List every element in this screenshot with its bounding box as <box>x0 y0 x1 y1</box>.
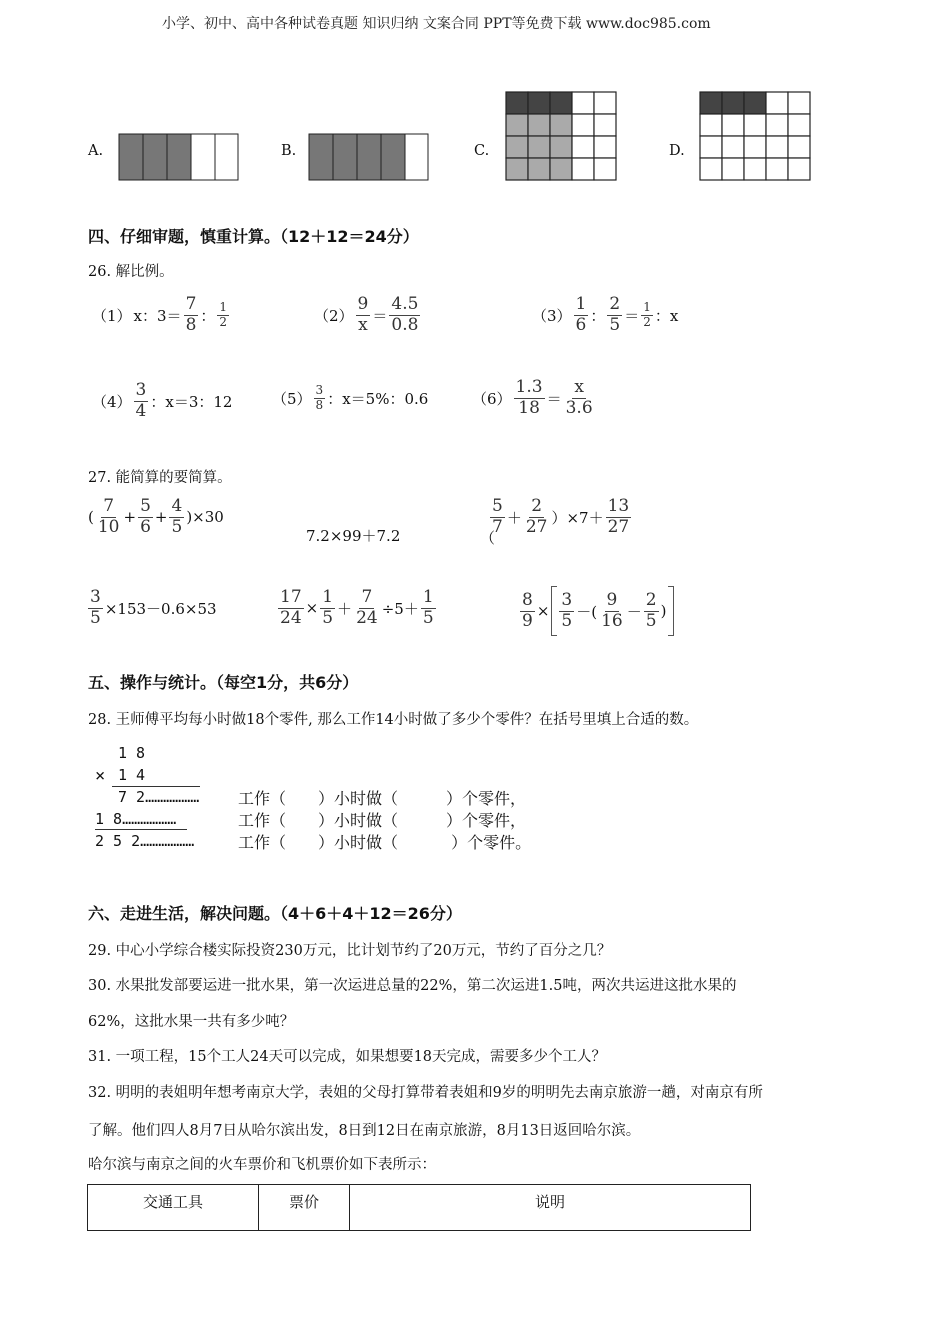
plus: + <box>154 508 168 527</box>
mult-line <box>95 829 187 830</box>
q28-blank-1[interactable]: 工作（ ）小时做（ ）个零件， <box>238 789 527 808</box>
q27-e1-close: )×30 <box>186 508 224 527</box>
table-header-cell: 票价 <box>259 1185 350 1231</box>
right-bracket <box>668 586 674 636</box>
section-4-title: 四、仔细审题，慎重计算。（12＋12＝24分） <box>88 227 419 246</box>
fraction: $\frac{8}{9}$ <box>522 589 533 631</box>
mult-row-1: 1 8 <box>118 744 146 762</box>
q27-e4 <box>88 588 217 628</box>
q30-line-1: 30. 水果批发部要运进一批水果，第一次运进总量的22%，第二次运进1.5吨，两次共运进这批水果的 <box>88 978 737 994</box>
fraction: $\frac{13}{27}$ <box>607 496 630 537</box>
q26-p2-num: （2） <box>314 306 354 325</box>
q27-e2 <box>306 525 400 546</box>
fraction: $\frac{2}{27}$ <box>525 496 548 537</box>
fraction: $\frac{4}{5}$ <box>171 496 183 537</box>
plus: ＋ <box>337 599 353 618</box>
q27-e6-minus: －( <box>576 602 598 621</box>
equals: ＝ <box>624 306 640 325</box>
fraction: $\frac{9}{x}$ <box>357 294 369 335</box>
option-a-figure <box>118 133 239 182</box>
page-header: 小学、初中、高中各种试卷真题 知识归纳 文案合同 PPT等免费下载 www.doc985.com <box>162 16 711 32</box>
fraction: $\frac{1}{6}$ <box>575 294 587 335</box>
q26-p6 <box>472 378 595 418</box>
fraction: $\frac{2}{5}$ <box>609 294 621 335</box>
section-6-title: 六、走进生活，解决问题。（4＋6＋4＋12＝26分） <box>88 904 462 923</box>
q27-e1 <box>88 497 224 537</box>
fraction: $\frac{9}{16}$ <box>601 589 623 631</box>
q27-e5 <box>278 588 436 628</box>
q26-p1 <box>92 295 229 335</box>
plus: + <box>123 508 137 527</box>
q28-label: 28. 王师傅平均每小时做18个零件, 那么工作14小时做了多少个零件？在括号里填上合适的数。 <box>88 712 699 728</box>
q27-e5-mid: ÷5＋ <box>381 599 419 618</box>
left-bracket <box>551 586 557 636</box>
option-c-label: C. <box>474 143 490 159</box>
option-d-figure <box>699 91 811 181</box>
q27-e3 <box>480 497 631 537</box>
option-a-label: A. <box>88 143 104 159</box>
equals: ＝ <box>546 389 562 408</box>
fraction: $\frac{7}{10}$ <box>97 496 120 537</box>
fraction: $\frac{3}{8}$ <box>315 383 324 412</box>
mult-line <box>112 786 200 787</box>
fraction: $\frac{1}{5}$ <box>322 587 334 628</box>
q28-blank-3[interactable]: 工作（ ）小时做（ ）个零件。 <box>238 833 532 852</box>
colon: ： <box>590 306 606 325</box>
q26-p6-num: （6） <box>472 389 512 408</box>
mult-row-2: 1 4 <box>118 766 146 784</box>
fare-table <box>87 1184 751 1231</box>
fraction: $\frac{3}{4}$ <box>135 380 147 421</box>
fraction: $\frac{1}{5}$ <box>422 587 434 628</box>
q26-p1-pre: x：3＝ <box>133 306 182 325</box>
option-d-label: D. <box>669 143 685 159</box>
option-c-figure <box>505 91 617 181</box>
mult-row-3: 7 2……………… <box>118 788 200 806</box>
fraction: $\frac{1}{2}$ <box>219 299 228 329</box>
q27-e4-post: ×153－0.6×53 <box>104 599 217 618</box>
minus: － <box>626 602 642 621</box>
q26-p5 <box>272 384 428 413</box>
fraction: $\frac{7}{8}$ <box>185 294 197 335</box>
fraction: $\frac{3}{5}$ <box>90 587 101 628</box>
q32-line-1: 32. 明明的表姐明年想考南京大学，表姐的父母打算带着表姐和9岁的明明先去南京旅游一趟，对南京有所 <box>88 1085 763 1101</box>
q27-e2-text: 7.2×99＋7.2 <box>306 527 401 545</box>
q26-p4-num: （4） <box>92 392 132 411</box>
q26-p5-post: ：x＝5%：0.6 <box>327 389 429 408</box>
q26-p3 <box>532 295 678 335</box>
fraction: $\frac{x}{3.6}$ <box>565 377 593 418</box>
q26-label: 26. 解比例。 <box>88 264 174 280</box>
q27-label: 27. 能简算的要简算。 <box>88 470 232 486</box>
q31: 31. 一项工程，15个工人24天可以完成，如果想要18天完成，需要多少个工人？ <box>88 1049 607 1065</box>
fraction: $\frac{5}{6}$ <box>140 496 151 537</box>
q27-e3-open: （ <box>480 529 496 547</box>
times: × <box>536 602 550 620</box>
q32-line-2: 了解。他们四人8月7日从哈尔滨出发，8日到12日在南京旅游，8月13日返回哈尔滨。 <box>88 1123 641 1139</box>
fraction: $\frac{1}{2}$ <box>643 299 651 329</box>
fraction: $\frac{5}{7}$ <box>492 496 503 537</box>
colon: ： <box>200 306 216 325</box>
q26-p3-num: （3） <box>532 306 572 325</box>
q26-p5-num: （5） <box>272 389 312 408</box>
q26-p3-post: ：x <box>654 306 679 325</box>
q29: 29. 中心小学综合楼实际投资230万元，比计划节约了20万元，节约了百分之几？ <box>88 943 612 959</box>
equals: ＝ <box>372 306 388 325</box>
option-b-label: B. <box>281 143 297 159</box>
section-5-title: 五、操作与统计。（每空1分，共6分） <box>88 673 359 692</box>
mult-times: × <box>95 766 106 786</box>
q26-p1-num: （1） <box>92 306 132 325</box>
q26-p2 <box>314 295 420 335</box>
plus: ＋ <box>506 508 522 527</box>
table-header-cell: 交通工具 <box>88 1185 259 1231</box>
option-b-figure <box>308 133 429 182</box>
mult-row-4: 1 8……………… <box>95 810 177 828</box>
q26-p4-post: ：x＝3：12 <box>150 392 233 411</box>
mult-row-5: 2 5 2……………… <box>95 832 195 850</box>
paren: ) <box>660 602 667 620</box>
fraction: $\frac{1.3}{18}$ <box>515 377 543 418</box>
fraction: $\frac{3}{5}$ <box>561 589 573 631</box>
q26-p4 <box>92 381 232 421</box>
times: × <box>305 599 319 618</box>
q27-e3-close: ）×7＋ <box>551 508 604 527</box>
table-row <box>88 1185 751 1231</box>
fraction: $\frac{4.5}{0.8}$ <box>391 294 419 335</box>
table-header-cell: 说明 <box>350 1185 751 1231</box>
q32-line-3: 哈尔滨与南京之间的火车票价和飞机票价如下表所示： <box>88 1157 436 1173</box>
fraction: $\frac{17}{24}$ <box>280 587 302 628</box>
fraction: $\frac{2}{5}$ <box>645 589 657 631</box>
q27-e6 <box>520 586 674 636</box>
paren: ( <box>88 508 94 527</box>
q28-blank-2[interactable]: 工作（ ）小时做（ ）个零件， <box>238 811 527 830</box>
q30-line-2: 62%，这批水果一共有多少吨？ <box>88 1014 295 1030</box>
fraction: $\frac{7}{24}$ <box>356 587 378 628</box>
